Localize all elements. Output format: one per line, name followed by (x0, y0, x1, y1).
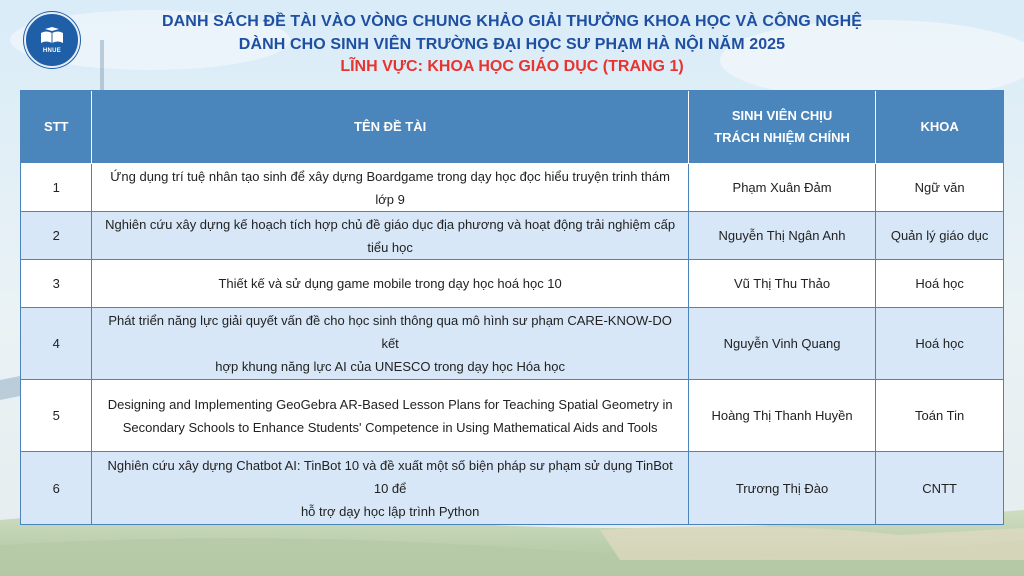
cell-topic-line-2: hỗ trợ dạy học lập trình Python (300, 503, 480, 519)
cell-student: Hoàng Thị Thanh Huyền (689, 380, 876, 452)
cell-faculty: Hoá học (876, 260, 1003, 308)
cell-topic (92, 308, 688, 380)
cell-faculty: Hoá học (876, 308, 1003, 380)
cell-topic-line-1: Phát triển năng lực giải quyết vấn đề cho học sinh thông qua mô hình sư phạm CARE-KNOW-DO kết (108, 313, 672, 351)
cell-topic-line-1: Designing and Implementing GeoGebra AR-Based Lesson Plans for Teaching Spatial Geometry in (107, 396, 673, 412)
cell-student: Trương Thị Đào (689, 452, 876, 524)
topic-table (20, 90, 1004, 525)
table-row (21, 380, 1003, 452)
header-student-line-2: TRÁCH NHIỆM CHÍNH (714, 130, 850, 145)
topic-table-container (20, 90, 1004, 525)
logo-text: HNUE (42, 47, 62, 54)
header-faculty: KHOA (876, 91, 1003, 164)
table-row (21, 452, 1003, 524)
cell-topic: Ứng dụng trí tuệ nhân tạo sinh để xây dựng Boardgame trong dạy học đọc hiểu truyện trinh thám lớp 9 (92, 164, 688, 212)
cell-stt: 4 (21, 308, 92, 380)
cell-topic-line-1: Nghiên cứu xây dựng Chatbot AI: TinBot 10 và đề xuất một số biện pháp sư phạm sử dụng TinBot 10 để (107, 457, 673, 496)
title-line-2: DÀNH CHO SINH VIÊN TRƯỜNG ĐẠI HỌC SƯ PHẠM HÀ NỘI NĂM 2025 (238, 36, 786, 53)
cell-topic-line-2: hợp khung năng lực AI của UNESCO trong dạy học Hóa học (215, 359, 565, 374)
cell-student: Vũ Thị Thu Thảo (689, 260, 876, 308)
table-row (21, 212, 1003, 260)
cell-topic-line-2: Secondary Schools to Enhance Students' Competence in Using Mathematical Aids and Tools (122, 419, 658, 435)
cell-stt: 5 (21, 380, 92, 452)
title-line-1: DANH SÁCH ĐỀ TÀI VÀO VÒNG CHUNG KHẢO GIẢI THƯỞNG KHOA HỌC VÀ CÔNG NGHỆ (161, 13, 862, 30)
header-topic: TÊN ĐỀ TÀI (92, 91, 688, 164)
cell-stt: 6 (21, 452, 92, 524)
cell-student: Nguyễn Vinh Quang (689, 308, 876, 380)
cell-faculty: Quản lý giáo dục (876, 212, 1003, 260)
cell-faculty: CNTT (876, 452, 1003, 524)
table-row (21, 308, 1003, 380)
cell-topic (92, 380, 688, 452)
cell-topic: Nghiên cứu xây dựng kế hoạch tích hợp chủ đề giáo dục địa phương và hoạt động trải nghiệm cấp tiểu học (92, 212, 688, 260)
cell-stt: 2 (21, 212, 92, 260)
header-student (689, 91, 876, 164)
cell-topic (92, 452, 688, 524)
cell-stt: 1 (21, 164, 92, 212)
table-row (21, 164, 1003, 212)
table-row (21, 260, 1003, 308)
cell-faculty: Toán Tin (876, 380, 1003, 452)
cell-topic: Thiết kế và sử dụng game mobile trong dạy học hoá học 10 (92, 260, 688, 308)
page-subtitle: LĨNH VỰC: KHOA HỌC GIÁO DỤC (TRANG 1) (340, 58, 684, 75)
header-student-line-1: SINH VIÊN CHỊU (731, 108, 833, 123)
page-header (0, 10, 1024, 78)
table-header-row (21, 91, 1003, 164)
header-stt: STT (21, 91, 92, 164)
cell-faculty: Ngữ văn (876, 164, 1003, 212)
cell-stt: 3 (21, 260, 92, 308)
cell-student: Nguyễn Thị Ngân Anh (689, 212, 876, 260)
cell-student: Phạm Xuân Đảm (689, 164, 876, 212)
